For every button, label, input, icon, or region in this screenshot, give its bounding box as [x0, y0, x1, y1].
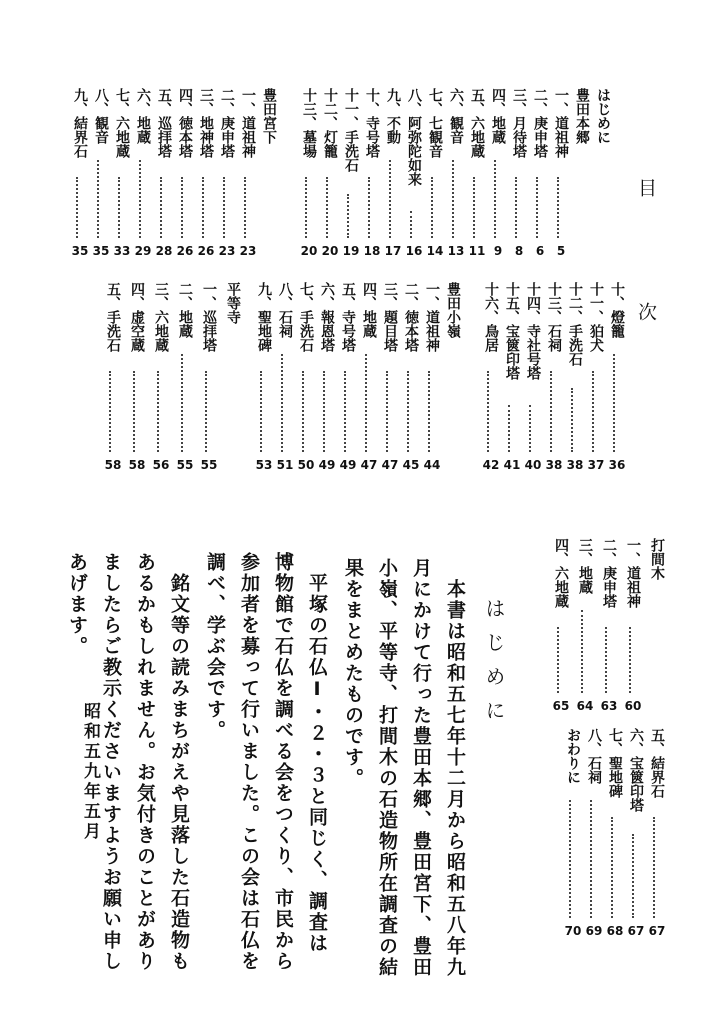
toc-leader-dots [590, 800, 598, 918]
toc-page-number: 58 [104, 458, 122, 472]
toc-entry [239, 88, 257, 258]
toc-page-number: 29 [134, 244, 152, 258]
toc-entry-label: 二、庚申塔 [219, 88, 235, 158]
toc-entry-label: 十一、手洗石 [343, 88, 359, 172]
toc-entry-label: 五、結界石 [649, 728, 665, 798]
toc-entry-label: 十一、狛犬 [588, 282, 604, 352]
toc-entry-label: 二、地蔵 [177, 282, 193, 338]
toc-section-miyashita [68, 88, 278, 268]
toc-entry-label: 豊田宮下 [261, 88, 277, 144]
toc-page-number: 23 [218, 244, 236, 258]
toc-entry [606, 728, 624, 938]
intro-paragraph-2: 平塚の石仏Ⅰ・２・３と同じく、調査は 博物館で石仏を調べる会をつくり、市民から 参加者を募って行いました。この会は石仏を 調べ、学ぶ会です。 [204, 552, 328, 972]
toc-entry-label: 七、手洗石 [298, 282, 314, 352]
toc-entry-label: 五、巡拝塔 [156, 88, 172, 158]
toc-entry [594, 88, 612, 258]
toc-leader-dots [223, 177, 231, 238]
toc-entry-label: 六、地蔵 [135, 88, 151, 144]
toc-entry-label: はじめに [595, 88, 611, 144]
toc-section-komine [252, 282, 462, 482]
toc-entry [608, 282, 626, 472]
toc-entry [255, 282, 273, 472]
toc-area-heading [573, 88, 591, 258]
toc-leader-dots [515, 177, 523, 238]
toc-leader-dots [557, 627, 565, 693]
toc-entry-label: 二、庚申塔 [532, 88, 548, 158]
toc-leader-dots [76, 177, 84, 238]
toc-page-number: 47 [381, 458, 399, 472]
toc-section-byodoji [104, 282, 242, 482]
toc-entry [552, 88, 570, 258]
toc-entry-label: 一、道祖神 [625, 538, 641, 608]
toc-page-number: 33 [113, 244, 131, 258]
toc-entry-label: 九、聖地碑 [256, 282, 272, 352]
toc-leader-dots [536, 177, 544, 238]
intro-title: はじめに [482, 598, 506, 734]
toc-entry-label: 七、六地蔵 [114, 88, 130, 158]
toc-entry [318, 282, 336, 472]
toc-entry-label: 五、六地蔵 [469, 88, 485, 158]
toc-entry [200, 282, 218, 472]
toc-entry-label: 二、徳本塔 [403, 282, 419, 352]
toc-page-number: 49 [339, 458, 357, 472]
toc-entry-label: おわりに [565, 728, 581, 784]
toc-entry [363, 88, 381, 258]
toc-entry [360, 282, 378, 472]
toc-leader-dots [326, 177, 334, 238]
toc-entry [585, 728, 603, 938]
toc-entry [648, 728, 666, 938]
toc-page-number: 44 [423, 458, 441, 472]
toc-page-number: 8 [514, 244, 524, 258]
toc-leader-dots [365, 354, 373, 452]
toc-leader-dots [629, 627, 637, 693]
toc-entry [545, 282, 563, 472]
toc-page-number: 53 [255, 458, 273, 472]
toc-entry [134, 88, 152, 258]
toc-page-number: 9 [493, 244, 503, 258]
toc-leader-dots [428, 371, 436, 452]
toc-entry [587, 282, 605, 472]
toc-leader-dots [109, 371, 117, 452]
toc-entry-label: 七、聖地碑 [607, 728, 623, 798]
toc-page-number: 47 [360, 458, 378, 472]
toc-page-number: 26 [197, 244, 215, 258]
toc-entry [176, 282, 194, 472]
toc-entry-label: 十五、宝篋印塔 [504, 282, 520, 380]
toc-page-number: 70 [564, 924, 582, 938]
toc-entry-label: 十二、灯籠 [322, 88, 338, 158]
toc-leader-dots [202, 177, 210, 238]
toc-entry [468, 88, 486, 258]
toc-entry [426, 88, 444, 258]
toc-section-honggo-cont [476, 282, 626, 482]
toc-entry [564, 728, 582, 938]
toc-leader-dots [347, 194, 355, 238]
toc-page-number: 6 [535, 244, 545, 258]
toc-page-number: 51 [276, 458, 294, 472]
toc-page-number: 23 [239, 244, 257, 258]
toc-area-heading [224, 282, 242, 472]
toc-entry [447, 88, 465, 258]
toc-title-mokuji: 目 [635, 178, 657, 201]
toc-leader-dots [281, 354, 289, 452]
toc-leader-dots [133, 371, 141, 452]
toc-leader-dots [431, 177, 439, 238]
toc-entry [552, 538, 570, 713]
toc-entry [381, 282, 399, 472]
toc-leader-dots [605, 627, 613, 693]
toc-entry-label: 三、地神塔 [198, 88, 214, 158]
toc-entry-label: 五、手洗石 [105, 282, 121, 352]
toc-entry [503, 282, 521, 472]
toc-entry-label: 三、六地蔵 [153, 282, 169, 352]
toc-entry-label: 四、徳本塔 [177, 88, 193, 158]
toc-entry-label: 五、寺号塔 [340, 282, 356, 352]
toc-leader-dots [368, 177, 376, 238]
toc-entry [482, 282, 500, 472]
toc-entry-label: 十三、墓場 [301, 88, 317, 158]
toc-page-number: 18 [363, 244, 381, 258]
toc-leader-dots [244, 177, 252, 238]
toc-entry-label: 十六、鳥居 [483, 282, 499, 352]
toc-leader-dots [581, 610, 589, 693]
toc-page-number: 45 [402, 458, 420, 472]
toc-page-number: 38 [545, 458, 563, 472]
toc-entry [71, 88, 89, 258]
toc-page-number: 68 [606, 924, 624, 938]
toc-page-number: 67 [648, 924, 666, 938]
toc-page-number: 35 [71, 244, 89, 258]
toc-leader-dots [344, 371, 352, 452]
toc-entry-label: 一、道祖神 [240, 88, 256, 158]
toc-leader-dots [410, 211, 418, 238]
toc-entry-label: 豊田本郷 [574, 88, 590, 144]
toc-entry-label: 四、六地蔵 [553, 538, 569, 608]
toc-entry-label: 三、地蔵 [577, 538, 593, 594]
toc-entry [218, 88, 236, 258]
toc-page-number: 58 [128, 458, 146, 472]
toc-entry-label: 八、石祠 [586, 728, 602, 784]
toc-leader-dots [557, 177, 565, 238]
toc-page-number: 20 [321, 244, 339, 258]
toc-entry [155, 88, 173, 258]
toc-entry-label: 一、道祖神 [553, 88, 569, 158]
toc-entry-label: 八、石祠 [277, 282, 293, 338]
toc-leader-dots [508, 405, 516, 452]
toc-page-number: 42 [482, 458, 500, 472]
toc-page-number: 49 [318, 458, 336, 472]
toc-entry [113, 88, 131, 258]
toc-leader-dots [323, 371, 331, 452]
toc-entry-label: 四、地蔵 [361, 282, 377, 338]
toc-entry-label: 十三、石祠 [546, 282, 562, 352]
toc-entry [276, 282, 294, 472]
toc-leader-dots [653, 817, 661, 918]
toc-page-number: 60 [624, 699, 642, 713]
toc-area-heading [648, 538, 666, 713]
toc-entry-label: 豊田小嶺 [445, 282, 461, 338]
toc-page-number: 5 [556, 244, 566, 258]
toc-page-number: 37 [587, 458, 605, 472]
toc-entry-label: 十、燈籠 [609, 282, 625, 338]
toc-entry-label: 二、庚申塔 [601, 538, 617, 608]
toc-page-number: 41 [503, 458, 521, 472]
toc-entry [423, 282, 441, 472]
toc-entry-label: 七、七観音 [427, 88, 443, 158]
toc-entry-label: 六、報恩塔 [319, 282, 335, 352]
toc-page-number: 28 [155, 244, 173, 258]
toc-entry-label: 八、観音 [93, 88, 109, 144]
toc-leader-dots [569, 800, 577, 918]
toc-page-number: 55 [176, 458, 194, 472]
toc-leader-dots [473, 177, 481, 238]
toc-page-number: 36 [608, 458, 626, 472]
toc-leader-dots [389, 160, 397, 238]
toc-leader-dots [386, 371, 394, 452]
toc-page-number: 13 [447, 244, 465, 258]
toc-page-number: 69 [585, 924, 603, 938]
toc-leader-dots [611, 817, 619, 918]
toc-entry [321, 88, 339, 258]
toc-leader-dots [160, 177, 168, 238]
toc-entry [624, 538, 642, 713]
toc-entry-label: 九、不動 [385, 88, 401, 144]
intro-paragraph-1: 本書は昭和五七年十二月から昭和五八年九 月にかけて行った豊田本郷、豊田宮下、豊田 小嶺、平等寺、打間木の石造物所在調査の結 果をまとめたものです。 [342, 558, 466, 978]
toc-page-number: 11 [468, 244, 486, 258]
toc-section-utsumagi-cont [566, 728, 666, 946]
toc-entry [576, 538, 594, 713]
toc-entry-label: 打間木 [649, 538, 665, 580]
toc-entry-label: 八、阿弥陀如来 [406, 88, 422, 186]
toc-page-number: 38 [566, 458, 584, 472]
toc-page-number: 65 [552, 699, 570, 713]
toc-page-number: 17 [384, 244, 402, 258]
toc-page-number: 20 [300, 244, 318, 258]
toc-area-heading [444, 282, 462, 472]
intro-paragraph-3: 銘文等の読みまちがえや見落した石造物も あるかもしれません。お気付きのことがあり ましたらご教示くださいますようお願い申し あげます。 [66, 552, 190, 972]
toc-page-number: 19 [342, 244, 360, 258]
toc-page-number: 35 [92, 244, 110, 258]
toc-leader-dots [97, 160, 105, 238]
toc-section-utsumagi [552, 538, 666, 723]
toc-entry-label: 四、地蔵 [490, 88, 506, 144]
toc-leader-dots [494, 160, 502, 238]
toc-leader-dots [302, 371, 310, 452]
toc-entry-label: 六、宝篋印塔 [628, 728, 644, 812]
toc-entry-label: 十、寺号塔 [364, 88, 380, 158]
toc-leader-dots [181, 354, 189, 452]
toc-page-number: 26 [176, 244, 194, 258]
toc-page-number: 40 [524, 458, 542, 472]
toc-entry [342, 88, 360, 258]
toc-entry [402, 282, 420, 472]
toc-page-number: 14 [426, 244, 444, 258]
toc-leader-dots [157, 371, 165, 452]
toc-leader-dots [407, 371, 415, 452]
toc-leader-dots [118, 177, 126, 238]
toc-entry [566, 282, 584, 472]
toc-leader-dots [139, 160, 147, 238]
toc-page-number: 55 [200, 458, 218, 472]
toc-entry [176, 88, 194, 258]
toc-entry-label: 九、結界石 [72, 88, 88, 158]
toc-entry [489, 88, 507, 258]
toc-entry-label: 十四、寺社号塔 [525, 282, 541, 380]
toc-leader-dots [571, 388, 579, 452]
toc-entry-label: 十二、手洗石 [567, 282, 583, 366]
toc-entry [600, 538, 618, 713]
toc-leader-dots [592, 371, 600, 452]
toc-leader-dots [487, 371, 495, 452]
toc-leader-dots [452, 160, 460, 238]
toc-leader-dots [550, 371, 558, 452]
toc-leader-dots [181, 177, 189, 238]
toc-entry-label: 六、観音 [448, 88, 464, 144]
toc-leader-dots [305, 177, 313, 238]
toc-leader-dots [205, 371, 213, 452]
toc-entry-label: 一、道祖神 [424, 282, 440, 352]
toc-entry [197, 88, 215, 258]
toc-entry [384, 88, 402, 258]
toc-entry [300, 88, 318, 258]
toc-leader-dots [613, 354, 621, 452]
toc-entry [152, 282, 170, 472]
toc-entry-label: 平等寺 [225, 282, 241, 324]
toc-entry [339, 282, 357, 472]
toc-page-number: 16 [405, 244, 423, 258]
toc-area-heading [260, 88, 278, 258]
toc-leader-dots [529, 405, 537, 452]
toc-entry [524, 282, 542, 472]
toc-page-number: 63 [600, 699, 618, 713]
toc-entry [128, 282, 146, 472]
toc-entry-label: 一、巡拝塔 [201, 282, 217, 352]
toc-entry-label: 四、虚空蔵 [129, 282, 145, 352]
toc-leader-dots [632, 834, 640, 918]
toc-page-number: 56 [152, 458, 170, 472]
intro-date: 昭和五九年五月 [80, 702, 100, 842]
toc-entry [510, 88, 528, 258]
toc-page-number: 67 [627, 924, 645, 938]
toc-entry [627, 728, 645, 938]
toc-leader-dots [260, 371, 268, 452]
toc-entry-label: 三、題目塔 [382, 282, 398, 352]
toc-entry [104, 282, 122, 472]
toc-entry [92, 88, 110, 258]
toc-page-number: 64 [576, 699, 594, 713]
toc-entry [531, 88, 549, 258]
toc-entry [297, 282, 315, 472]
toc-title-tsugi: 次 [635, 302, 657, 325]
toc-section-honggo [292, 88, 612, 268]
toc-entry-label: 三、月待塔 [511, 88, 527, 158]
toc-page-number: 50 [297, 458, 315, 472]
toc-entry [405, 88, 423, 258]
